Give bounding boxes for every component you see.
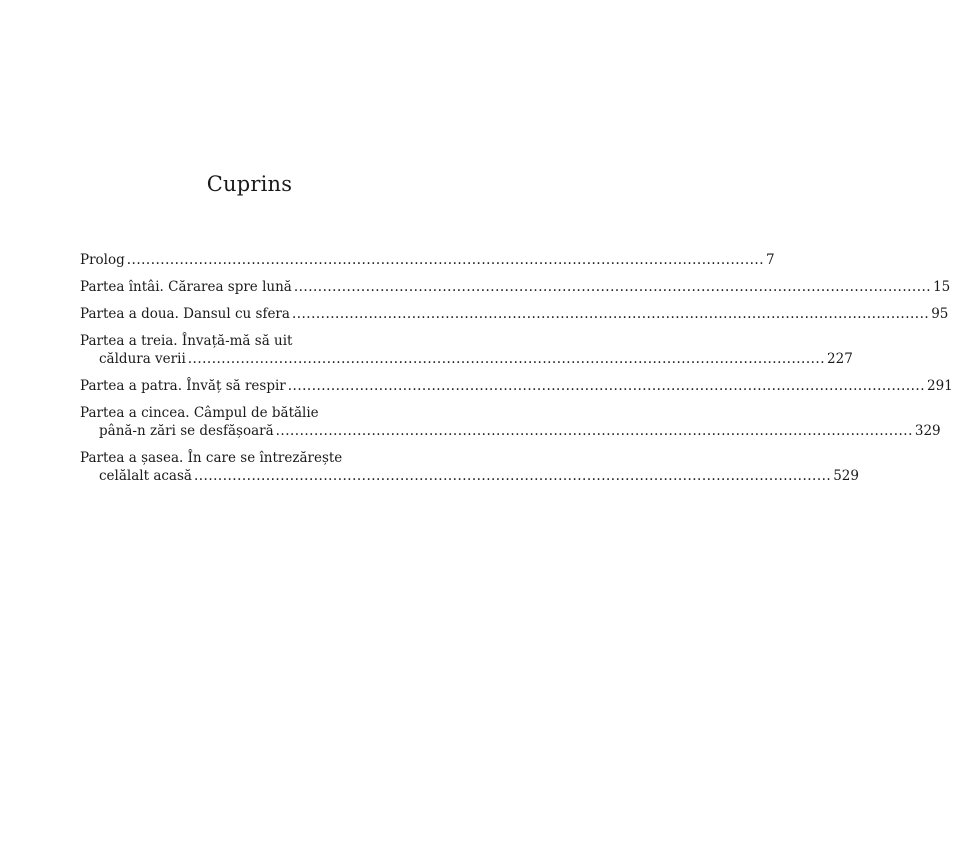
toc-entry-page: 15 [933,279,951,295]
page-title: Cuprins [206,172,293,196]
toc-entry-part-3[interactable] [80,332,853,368]
toc-line [80,305,949,323]
dot-leader: ..................................................................................................................................... [193,468,832,484]
toc-line [80,278,951,296]
toc-entry-page: 7 [766,252,775,268]
dot-leader: ..................................................................................................................................... [287,378,925,394]
toc-entry-part-1[interactable] [80,278,951,296]
toc-entry-page: 291 [927,378,953,394]
toc-entry-prolog[interactable] [80,251,775,269]
toc-entry-page: 529 [833,468,859,484]
toc-entry-title-continuation: până-n zări se desfășoară [99,423,274,439]
toc-entry-part-6[interactable] [80,449,859,485]
toc-entry-title: Prolog [80,252,125,268]
dot-leader: ..................................................................................................................................... [187,351,826,367]
toc-line [80,251,775,269]
toc-line [80,332,439,350]
toc-entry-title: Partea întâi. Cărarea spre lună [80,279,292,295]
toc-entry-part-4[interactable] [80,377,953,395]
toc-entry-title: Partea a doua. Dansul cu sfera [80,306,290,322]
dot-leader: ..................................................................................................................................... [291,306,930,322]
toc-line [80,404,439,422]
toc-entry-title-continuation: celălalt acasă [99,468,192,484]
table-of-contents [80,251,953,494]
toc-line [80,377,953,395]
toc-entry-part-5[interactable] [80,404,941,440]
toc-entry-page: 95 [931,306,949,322]
toc-entry-title: Partea a patra. Învăț să respir [80,378,286,394]
toc-entry-title: Partea a cincea. Câmpul de bătălie [80,405,319,421]
toc-line-continuation [80,350,853,368]
toc-entry-title: Partea a șasea. În care se întrezărește [80,450,343,466]
dot-leader: ..................................................................................................................................... [275,423,913,439]
toc-entry-title: Partea a treia. Învață-mă să uit [80,333,293,349]
toc-entry-part-2[interactable] [80,305,949,323]
toc-line-continuation [80,422,941,440]
toc-entry-page: 227 [827,351,853,367]
dot-leader: ..................................................................................................................................... [126,252,765,268]
toc-entry-title-continuation: căldura verii [99,351,186,367]
toc-entry-page: 329 [914,423,941,439]
toc-line-continuation [80,467,859,485]
toc-line [80,449,439,467]
dot-leader: ..................................................................................................................................... [293,279,932,295]
